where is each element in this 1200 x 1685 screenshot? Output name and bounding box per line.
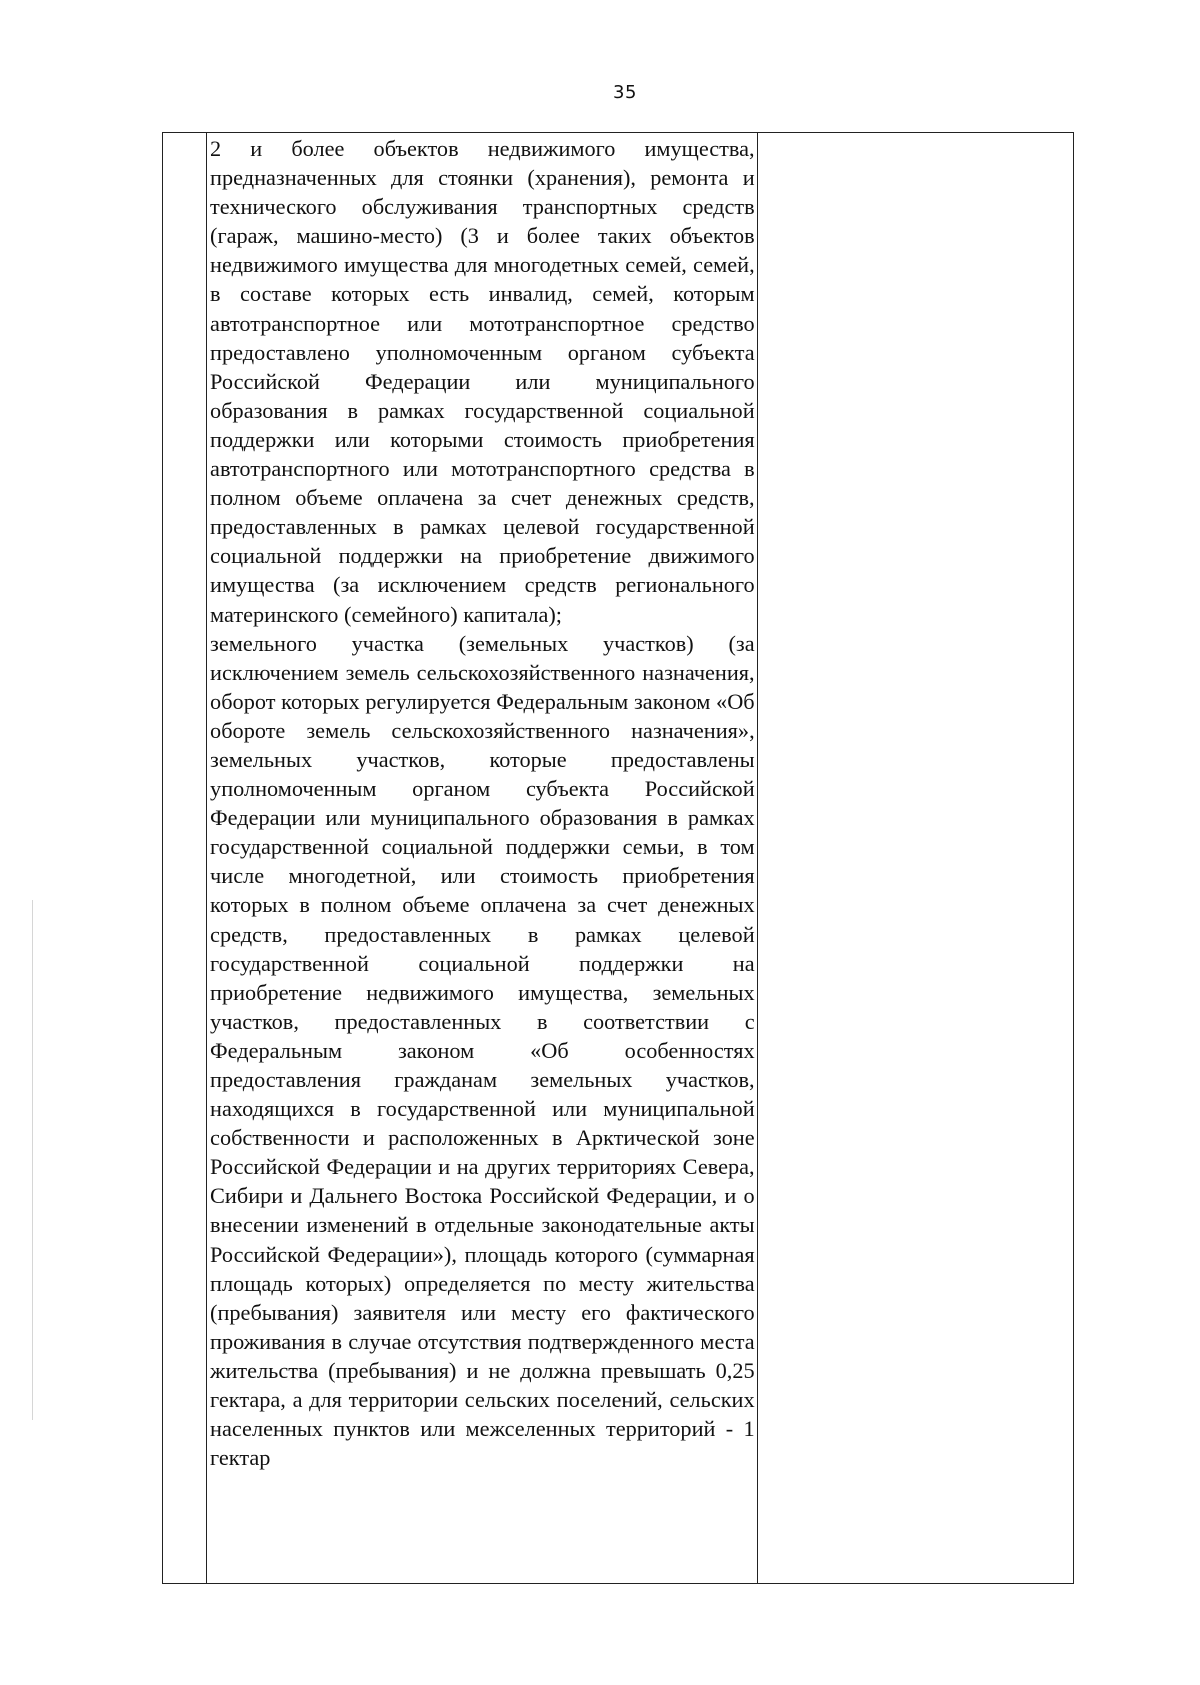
content-cell: [207, 133, 758, 1584]
cell-text-block: [207, 133, 757, 1472]
left-empty-cell: [163, 133, 207, 1584]
table-row: [163, 133, 1074, 1584]
scan-edge-mark: [32, 900, 33, 1420]
page-number: 35: [613, 82, 637, 103]
document-table: [162, 132, 1074, 1584]
paragraph-garage: 2 и более объектов недвижимого имущества, предназначенных для стоянки (хранения), ремонта и технического обслуживания транспортных средств (гараж, машино-место) (3 и более таких объектов недвижимого имущества для многодетных семей, семей, в составе которых есть инвалид, семей, которым автотранспортное или мототранспортное средство предоставлено уполномоченным органом субъекта Российской Федерации или муниципального образования в рамках государственной социальной поддержки или которыми стоимость приобретения автотранспортного или мототранспортного средства в полном объеме оплачена за счет денежных средств, предоставленных в рамках целевой государственной социальной поддержки на приобретение движимого имущества (за исключением средств регионального материнского (семейного) капитала);: [210, 136, 755, 627]
right-empty-cell: [757, 133, 1073, 1584]
paragraph-land-plot: земельного участка (земельных участков) (за исключением земель сельскохозяйственного назначения, оборот которых регулируется Федеральным законом «Об обороте земель сельскохозяйственного назначения», земельных участков, которые предоставлены уполномоченным органом субъекта Российской Федерации или муниципального образования в рамках государственной социальной поддержки семьи, в том числе многодетной, или стоимость приобретения которых в полном объеме оплачена за счет денежных средств, предоставленных в рамках целевой государственной социальной поддержки на приобретение недвижимого имущества, земельных участков, предоставленных в соответствии с Федеральным законом «Об особенностях предоставления гражданам земельных участков, находящихся в государственной или муниципальной собственности и расположенных в Арктической зоне Российской Федерации и на других территориях Севера, Сибири и Дальнего Востока Российской Федерации, и о внесении изменений в отдельные законодательные акты Российской Федерации»), площадь которого (суммарная площадь которых) определяется по месту жительства (пребывания) заявителя или месту его фактического проживания в случае отсутствия подтвержденного места жительства (пребывания) и не должна превышать 0,25 гектара, а для территории сельских поселений, сельских населенных пунктов или межселенных территорий - 1 гектар: [210, 630, 755, 1471]
